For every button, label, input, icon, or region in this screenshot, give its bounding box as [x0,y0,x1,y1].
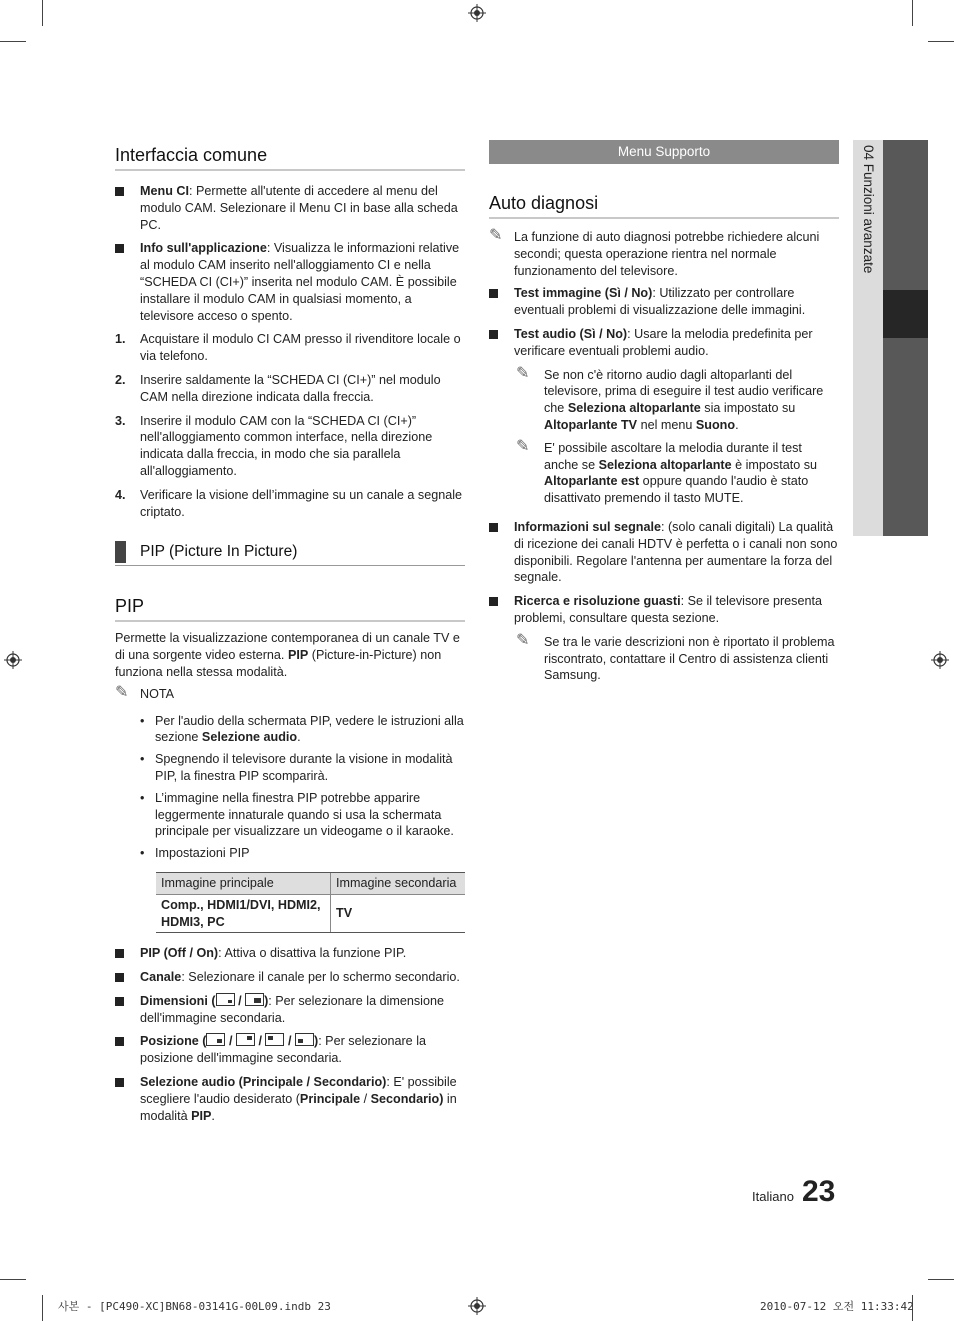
square-bullet-icon [489,597,498,606]
square-bullet-icon [489,289,498,298]
pip-position-bottom-left-icon [295,1033,314,1046]
note-text: sia impostato su [700,401,796,416]
pencil-note-icon: ✎ [489,227,503,244]
pip-position-top-right-icon [236,1033,255,1046]
square-bullet-icon [115,949,124,958]
item-label: Dimensioni ( [140,993,216,1008]
pip-settings-table [156,872,465,933]
item-label: Selezione audio (Principale / Secondario) [140,1075,387,1090]
item-text: : (solo canali digitali) La qualità di ricezione dei canali HDTV è perfetta o i canali non sono disponibili. Regolare l'antenna per aumentare la forza del segnale. [514,519,838,585]
item-text: : Se il televisore presenta problemi, consultare questa sezione. [514,594,822,625]
item-text: : Attiva o disattiva la funzione PIP. [218,946,407,961]
list-item-dimensioni [115,993,465,1027]
step-text: Inserire saldamente la “SCHEDA CI (CI+)” nel modulo CAM nella direzione indicata dalla freccia. [140,372,441,404]
intro-text: (Picture-in-Picture) non funziona nella stessa modalità. [115,648,442,679]
right-column [489,140,839,690]
item-text: : E' possibile scegliere l'audio desiderato ( [140,1075,457,1106]
note-bold: Altoparlante TV [544,417,638,432]
list-item-info-segnale [489,519,839,586]
note-text: . [735,417,739,432]
registration-mark-icon [4,651,22,669]
item-bold: Secondario) [370,1091,444,1106]
item-text: : Per selezionare la posizione dell'immagine secondaria. [140,1034,426,1066]
print-date-info: 2010-07-12 오전 11:33:42 [760,1300,914,1313]
square-bullet-icon [115,187,124,196]
note-melody [489,437,839,507]
table-row [156,894,465,933]
dot-bullet-icon: • [140,713,145,728]
bullet-text: L’immagine nella finestra PIP potrebbe apparire leggermente innaturale quando si usa la schermata principale per visualizzare un videogame o il karaoke. [155,790,454,839]
note-bold: Altoparlante est [544,474,640,489]
crop-mark [912,0,913,26]
item-text: in modalità [140,1091,457,1123]
bullet-text: Spegnendo il televisore durante la visione in modalità PIP, la finestra PIP scomparirà. [155,752,453,783]
subsection-title-text: PIP (Picture In Picture) [140,543,298,561]
crop-mark [0,1279,26,1280]
square-bullet-icon [115,1037,124,1046]
item-label: Test audio (Sì / No) [514,326,628,341]
bullet-item [115,845,465,862]
note-bold: Seleziona altoparlante [567,401,701,416]
pencil-note-icon: ✎ [516,364,530,382]
footer-language: Italiano [752,1189,794,1204]
side-tab-label: 04 Funzioni avanzate [861,145,876,274]
nota-label: NOTA [140,686,175,701]
item-label: Informazioni sul segnale [514,519,661,534]
step-item [115,331,465,365]
item-label: / [254,1034,266,1049]
item-label: ) [313,1034,319,1049]
square-bullet-icon [115,1078,124,1087]
pip-position-top-left-icon [265,1033,284,1046]
item-text: : Usare la melodia predefinita per verificare eventuali problemi audio. [514,326,813,358]
registration-mark-icon [468,1297,486,1315]
registration-mark-icon [468,4,486,22]
intro-bold: PIP [287,648,309,663]
print-file-info: 사본 - [PC490-XC]BN68-03141G-00L09.indb 23 [58,1300,331,1313]
list-item-menu-ci [115,183,465,233]
bullet-text: Per l'audio della schermata PIP, vedere le istruzioni alla sezione [155,713,464,745]
item-label: / [234,993,246,1008]
item-text: : Per selezionare la dimensione dell'immagine secondaria. [140,993,444,1025]
list-item-posizione [115,1033,465,1067]
left-column [115,144,465,1131]
note-text: è impostato su [731,457,818,472]
crop-mark [42,1295,43,1321]
item-text: . [211,1108,215,1123]
page-number: 23 [802,1175,836,1208]
step-text: Verificare la visione dell’immagine su un canale a segnale criptato. [140,487,463,519]
pip-position-bottom-right-icon [206,1033,225,1046]
section-bar-icon [115,541,126,563]
note-text: nel menu [637,417,696,432]
dot-bullet-icon: • [140,846,145,861]
item-label: / [284,1034,295,1049]
item-label: ) [264,993,269,1008]
bullet-item [115,751,465,785]
pencil-note-icon: ✎ [516,437,530,455]
side-tab-active-marker [883,290,928,338]
note-bold: Seleziona altoparlante [598,457,732,472]
list-item-info-applicazione [115,240,465,324]
step-number: 1. [115,332,126,347]
note-bold: Suono [695,417,736,432]
note-text: Se non c'è ritorno audio dagli altoparlanti del televisore, prima di eseguire il test audio verificare che [544,367,824,416]
table-cell: TV [331,894,466,933]
bullet-bold: Selezione audio [201,730,298,745]
item-text: : Utilizzato per controllare eventuali problemi di visualizzazione delle immagini. [514,286,806,318]
step-item [115,487,465,521]
item-bold: PIP [191,1108,212,1123]
note-text: La funzione di auto diagnosi potrebbe richiedere alcuni secondi; questa operazione rientra nel normale funzionamento del televisore. [514,230,820,278]
crop-mark [42,0,43,26]
pip-size-large-icon [245,993,264,1006]
section-title-interfaccia-comune: Interfaccia comune [115,144,465,171]
list-item-selezione-audio [115,1074,465,1124]
intro-text: Permette la visualizzazione contemporanea di un canale TV e di una sorgente video esterna. [115,631,460,663]
item-label: Ricerca e risoluzione guasti [514,594,681,609]
item-label: PIP (Off / On) [140,946,219,961]
item-label: Posizione ( [140,1034,207,1049]
square-bullet-icon [115,973,124,982]
side-tab-dark [883,140,928,536]
note-key: MUTE [704,491,740,506]
registration-mark-icon [931,651,949,669]
table-header-cell: Immagine principale [156,872,331,894]
menu-supporto-header: Menu Supporto [489,140,839,164]
table-cell: Comp., HDMI1/DVI, HDMI2, HDMI3, PC [156,894,331,933]
bullet-item [115,790,465,840]
item-label: / [225,1034,236,1049]
step-item [115,372,465,406]
pencil-note-icon: ✎ [516,631,530,649]
square-bullet-icon [489,523,498,532]
table-header-row [156,872,465,894]
list-item-ricerca-guasti [489,593,839,627]
crop-mark [928,41,954,42]
subsection-title-pip [115,541,465,566]
step-item [115,413,465,480]
step-number: 3. [115,413,126,428]
crop-mark [0,41,26,42]
note-text: E' possibile ascoltare la melodia durante il test anche se [544,440,802,472]
pencil-note-icon: ✎ [115,683,129,701]
list-item-test-immagine [489,285,839,319]
list-item-pip-off-on [115,945,465,962]
bullet-text: Impostazioni PIP [155,846,250,861]
item-text: : Visualizza le informazioni relative al modulo CAM inserito nell'alloggiamento CI e nella “SCHEDA CI (CI+)” inserita nel modulo CAM. È possibile installare il modulo CAM in qualsiasi momento, a televisore acceso o spento. [140,241,460,323]
step-text: Acquistare il modulo CI CAM presso il rivenditore locale o via telefono. [140,332,461,364]
note-audio-speaker [489,364,839,434]
square-bullet-icon [489,330,498,339]
dot-bullet-icon: • [140,790,145,805]
item-label: Canale [140,970,182,985]
list-item-canale [115,969,465,986]
item-text: : Selezionare il canale per lo schermo secondario. [181,970,460,985]
note-intro [489,229,839,279]
item-label: Menu CI [140,184,189,198]
item-label: Info sull'applicazione [140,241,267,256]
square-bullet-icon [115,997,124,1006]
step-number: 2. [115,372,126,387]
crop-mark [928,1279,954,1280]
note-text: Se tra le varie descrizioni non è riportato il problema riscontrato, contattare il Centro di assistenza clienti Samsung. [544,634,835,683]
note-assistenza [489,631,839,684]
nota-note [115,683,465,703]
item-text: : Permette all'utente di accedere al menu del modulo CAM. Selezionare il Menu CI in base alla scheda PC. [140,184,458,232]
list-item-test-audio [489,326,839,360]
note-text: oppure quando l'audio è stato disattivato premendo il tasto [544,474,809,506]
section-title-auto-diagnosi: Auto diagnosi [489,192,839,219]
square-bullet-icon [115,244,124,253]
item-bold: Principale [299,1091,361,1106]
step-number: 4. [115,487,126,502]
pip-intro [115,630,465,680]
pip-size-small-icon [216,993,235,1006]
section-title-pip: PIP [115,595,465,622]
item-label: Test immagine (Sì / No) [514,286,653,301]
bullet-item [115,713,465,747]
item-text: / [360,1091,371,1106]
step-text: Inserire il modulo CAM con la “SCHEDA CI (CI+)” nell'alloggiamento common interface, nella direzione indicata dalla freccia, in modo che sia parallela all'alloggiamento. [140,413,433,478]
table-header-cell: Immagine secondaria [331,872,466,894]
bullet-text: . [297,730,301,745]
note-text: . [740,491,744,506]
dot-bullet-icon: • [140,752,145,767]
